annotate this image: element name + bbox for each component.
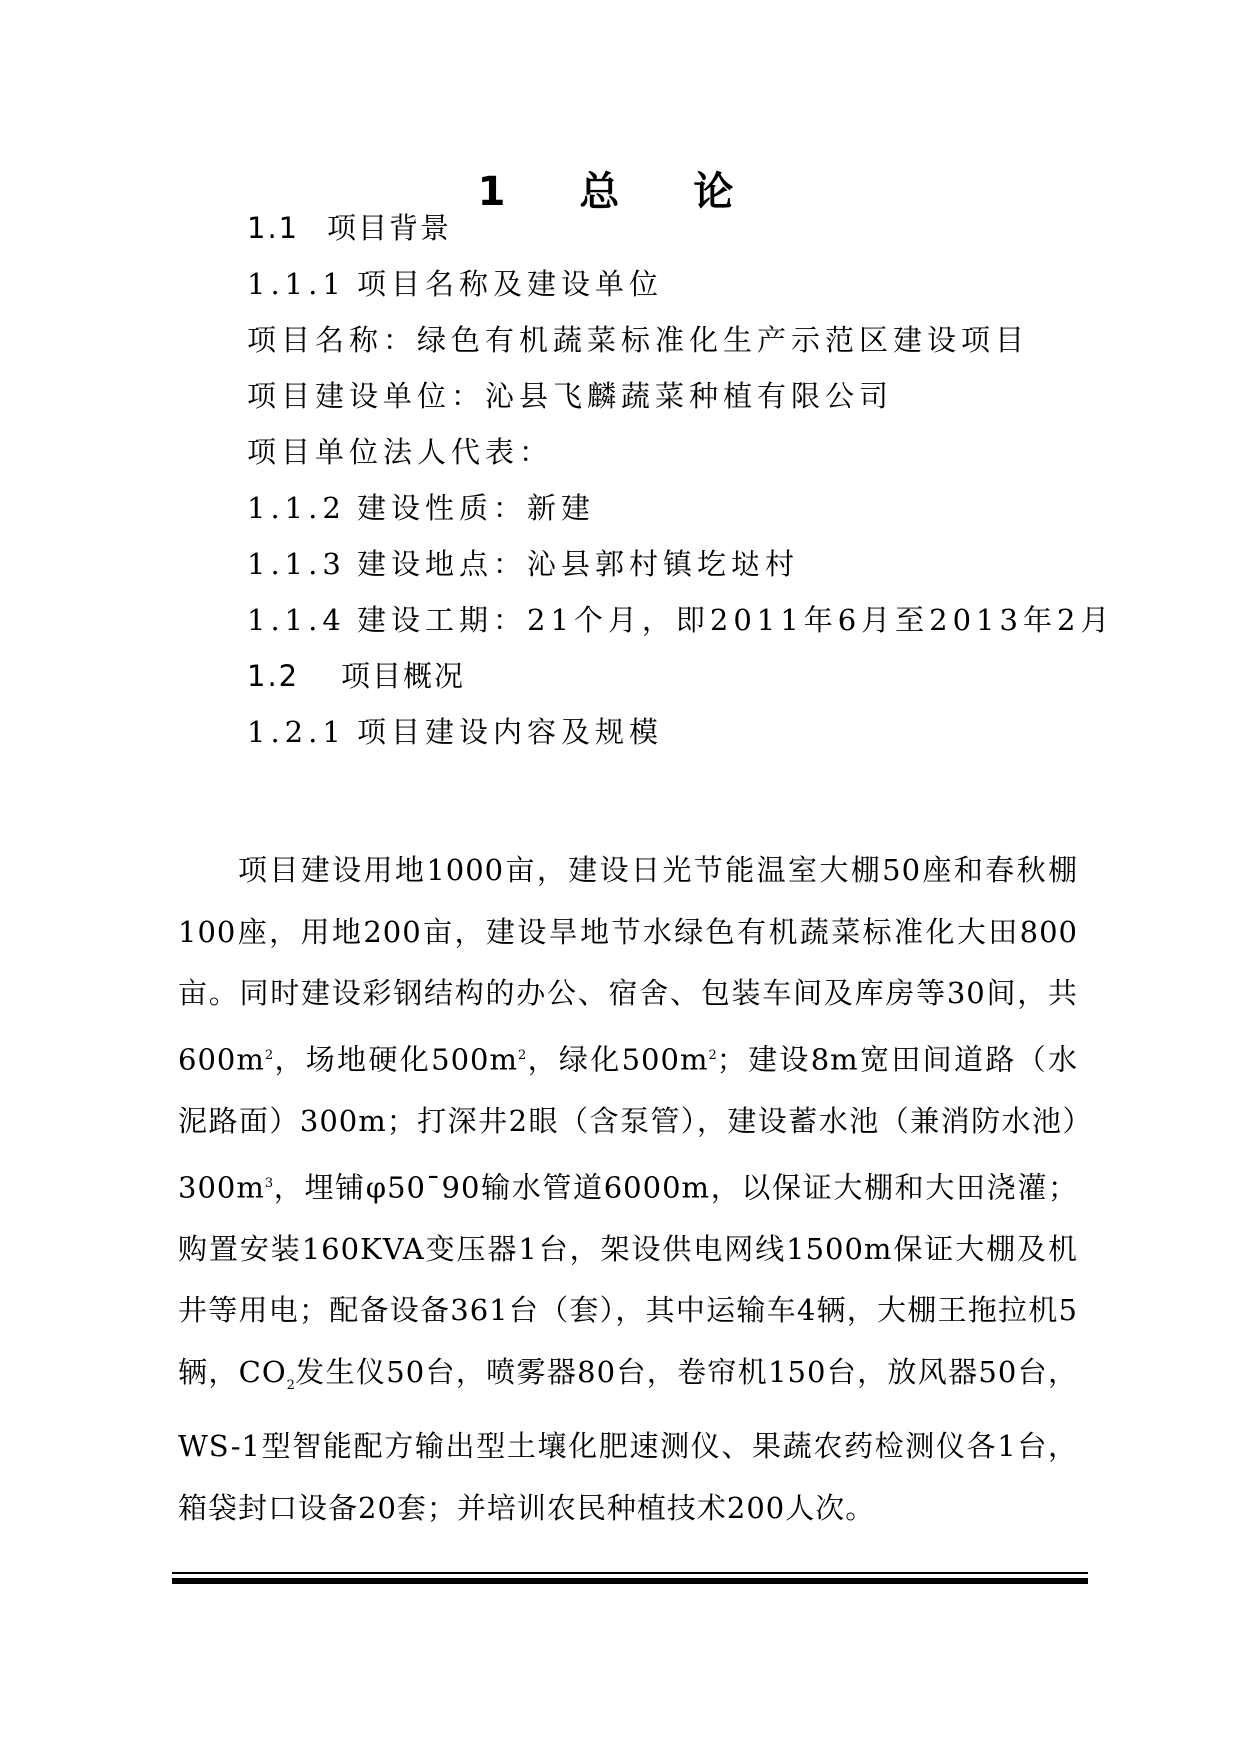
chapter-title: 1 总 论 (477, 169, 764, 215)
section-heading-1-1 (247, 208, 451, 248)
superscript: 3 (264, 1175, 274, 1191)
subsection-heading-1-1-1 (247, 264, 663, 304)
superscript: 2 (264, 1047, 274, 1063)
subsection-title: 建设工期：21个月，即2011年6月至2013年2月 (357, 603, 1115, 637)
paragraph-text: 项目建设用地1000亩，建设日光节能温室大棚50座和春秋棚100座，用地200亩，建设旱地节水绿色有机蔬菜标准化大田800亩。同时建设彩钢结构的办公、宿舍、包装车间及库房等30间，共600m (178, 853, 1078, 1077)
subsection-title: 建设性质：新建 (357, 491, 596, 525)
section-title: 项目背景 (327, 211, 452, 245)
subsection-title: 建设地点：沁县郭村镇圪垯村 (357, 547, 800, 581)
subsection-title: 项目名称及建设单位 (357, 267, 664, 301)
paragraph-text: ，场地硬化500m (273, 1042, 518, 1077)
project-unit-line: 项目建设单位：沁县飞麟蔬菜种植有限公司 (247, 379, 894, 413)
subsection-number: 1.1.2 (247, 491, 346, 525)
legal-representative-line: 项目单位法人代表： (247, 435, 554, 469)
subsection-heading-1-1-2 (247, 488, 595, 528)
section-title: 项目概况 (341, 659, 466, 693)
subsection-number: 1.1.3 (247, 547, 346, 581)
paragraph-text: ，埋铺φ50¯90输水管道6000m，以保证大棚和大田浇灌；购置安装160KVA变压器1台，架设供电网线1500m保证大棚及机井等用电；配备设备361台（套），其中运输车4辆，大棚王拖拉机5辆，CO (178, 1170, 1078, 1390)
section-number: 1.1 (247, 211, 300, 245)
footer-rule-thin (172, 1572, 1088, 1574)
subsection-heading-1-1-3 (247, 544, 799, 584)
subscript: 2 (286, 1377, 295, 1393)
section-heading-1-2 (247, 656, 465, 696)
subsection-number: 1.1.1 (247, 267, 346, 301)
section-number: 1.2 (247, 659, 300, 693)
subsection-title: 项目建设内容及规模 (357, 715, 664, 749)
superscript: 2 (708, 1047, 717, 1063)
project-name-line: 项目名称：绿色有机蔬菜标准化生产示范区建设项目 (247, 323, 1030, 357)
footer-rule-thick (172, 1578, 1088, 1584)
paragraph-text: 发生仪50台，喷雾器80台，卷帘机150台，放风器50台，WS-1型智能配方输出型土壤化肥速测仪、果蔬农药检测仪各1台，箱袋封口设备20套；并培训农民种植技术200人次。 (178, 1355, 1078, 1526)
subsection-heading-1-2-1 (247, 712, 663, 752)
subsection-heading-1-1-4 (247, 600, 1114, 640)
paragraph-text: ；建设8m宽田间道路（水泥路面）300m；打深井2眼（含泵管），建设蓄水池（兼消防水池）300m (178, 1042, 1078, 1205)
body-paragraph (178, 840, 1078, 1540)
subsection-number: 1.1.4 (247, 603, 346, 637)
subsection-number: 1.2.1 (247, 715, 346, 749)
superscript: 2 (517, 1047, 527, 1063)
paragraph-text: ，绿化500m (526, 1042, 709, 1077)
